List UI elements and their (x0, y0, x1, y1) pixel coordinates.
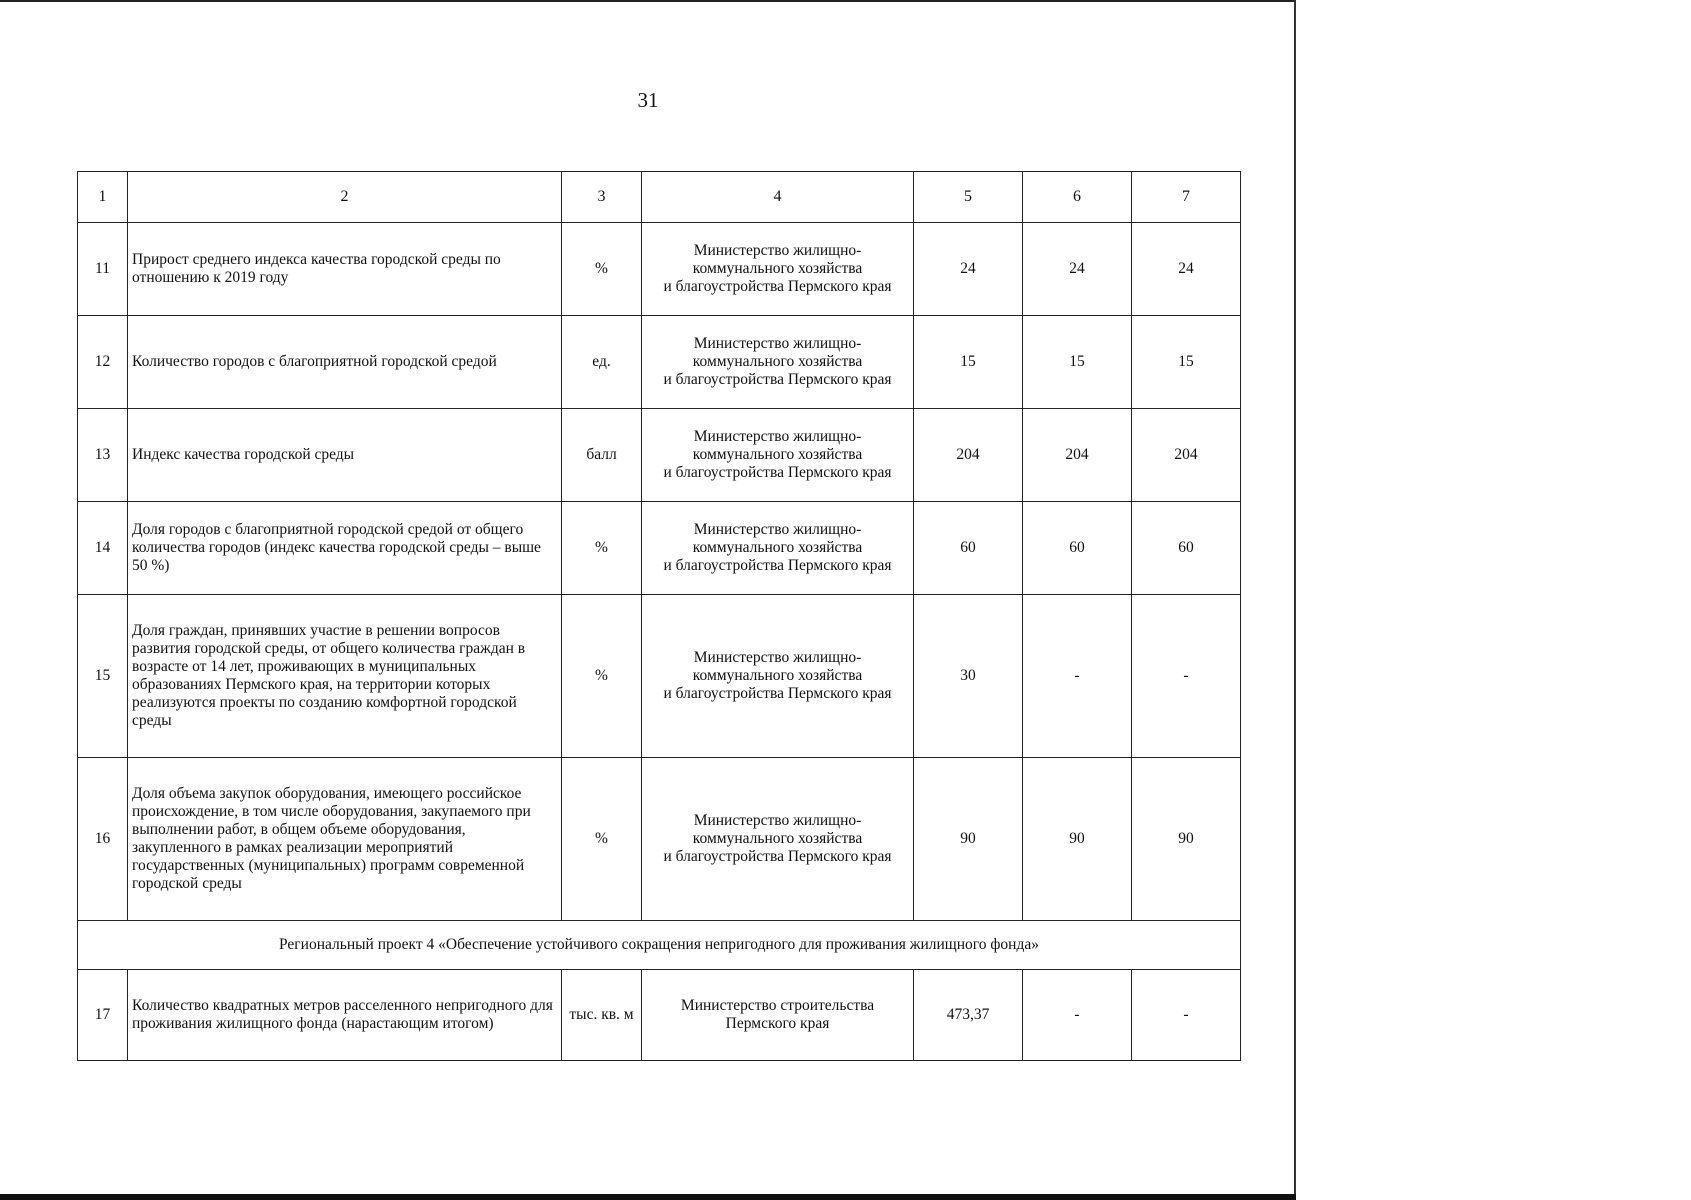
responsible-line: коммунального хозяйства (692, 260, 863, 277)
row-number: 12 (78, 316, 128, 409)
value-col7: - (1132, 595, 1241, 758)
responsible-line: коммунального хозяйства (692, 667, 863, 684)
responsible-line: и благоустройства Пермского края (663, 278, 892, 295)
responsible-line: и благоустройства Пермского края (663, 464, 892, 481)
indicators-table (77, 171, 1241, 1061)
responsible-line: Министерство жилищно- (693, 521, 862, 538)
value-col5: 60 (914, 502, 1023, 595)
indicator-name: Количество квадратных метров расселенного непригодного для проживания жилищного фонда (нарастающим итогом) (128, 970, 562, 1061)
value-col7: 24 (1132, 223, 1241, 316)
indicator-name: Доля объема закупок оборудования, имеющего российское происхождение, в том числе оборудования, закупаемого при выполнении работ, в общем объеме оборудования, закупленного в рамках реализации мероприятий государственных (муниципальных) программ современной городской среды (128, 758, 562, 921)
page-number: 31 (637, 88, 659, 112)
table-row (78, 758, 1241, 921)
scan-right-edge (1294, 0, 1296, 1200)
value-col6: - (1023, 595, 1132, 758)
responsible-cell (642, 970, 914, 1061)
value-col5: 204 (914, 409, 1023, 502)
responsible-cell (642, 223, 914, 316)
table-row (78, 595, 1241, 758)
table-row (78, 970, 1241, 1061)
column-header: 6 (1023, 172, 1132, 223)
column-header: 3 (562, 172, 642, 223)
responsible-line: Министерство жилищно- (693, 428, 862, 445)
table-row (78, 502, 1241, 595)
row-number: 16 (78, 758, 128, 921)
value-col6: 90 (1023, 758, 1132, 921)
value-col6: 204 (1023, 409, 1132, 502)
responsible-cell (642, 595, 914, 758)
row-number: 17 (78, 970, 128, 1061)
value-col5: 24 (914, 223, 1023, 316)
responsible-line: и благоустройства Пермского края (663, 557, 892, 574)
unit-cell: балл (562, 409, 642, 502)
table-row (78, 409, 1241, 502)
row-number: 14 (78, 502, 128, 595)
indicator-name: Доля граждан, принявших участие в решении вопросов развития городской среды, от общего количества граждан в возрасте от 14 лет, проживающих в муниципальных образованиях Пермского края, на территории которых реализуются проекты по созданию комфортной городской среды (128, 595, 562, 758)
section-title: Региональный проект 4 «Обеспечение устойчивого сокращения непригодного для проживания жилищного фонда» (78, 921, 1241, 970)
unit-cell: % (562, 595, 642, 758)
value-col5: 90 (914, 758, 1023, 921)
responsible-cell (642, 758, 914, 921)
indicator-name: Индекс качества городской среды (128, 409, 562, 502)
responsible-line: коммунального хозяйства (692, 353, 863, 370)
responsible-line: и благоустройства Пермского края (663, 685, 892, 702)
responsible-line: Министерство жилищно- (693, 649, 862, 666)
row-number: 11 (78, 223, 128, 316)
responsible-cell (642, 316, 914, 409)
table-header-row (78, 172, 1241, 223)
value-col6: 60 (1023, 502, 1132, 595)
table-row (78, 316, 1241, 409)
value-col6: 15 (1023, 316, 1132, 409)
responsible-line: коммунального хозяйства (692, 446, 863, 463)
unit-cell: % (562, 758, 642, 921)
section-row (78, 921, 1241, 970)
unit-cell: ед. (562, 316, 642, 409)
value-col6: - (1023, 970, 1132, 1061)
unit-cell: тыс. кв. м (562, 970, 642, 1061)
responsible-line: коммунального хозяйства (692, 830, 863, 847)
scan-top-edge (0, 0, 1296, 2)
row-number: 13 (78, 409, 128, 502)
value-col5: 473,37 (914, 970, 1023, 1061)
column-header: 4 (642, 172, 914, 223)
scan-bottom-edge (0, 1194, 1296, 1200)
value-col6: 24 (1023, 223, 1132, 316)
responsible-line: и благоустройства Пермского края (663, 848, 892, 865)
column-header: 5 (914, 172, 1023, 223)
column-header: 2 (128, 172, 562, 223)
responsible-line: Министерство жилищно- (693, 242, 862, 259)
responsible-cell (642, 409, 914, 502)
value-col7: 60 (1132, 502, 1241, 595)
value-col7: 90 (1132, 758, 1241, 921)
value-col7: 204 (1132, 409, 1241, 502)
value-col5: 15 (914, 316, 1023, 409)
indicator-name: Доля городов с благоприятной городской средой от общего количества городов (индекс качества городской среды – выше 50 %) (128, 502, 562, 595)
unit-cell: % (562, 502, 642, 595)
responsible-line: коммунального хозяйства (692, 539, 863, 556)
table-row (78, 223, 1241, 316)
responsible-line: Министерство жилищно- (693, 335, 862, 352)
responsible-line: Министерство строительства (680, 997, 875, 1014)
unit-cell: % (562, 223, 642, 316)
indicator-name: Количество городов с благоприятной городской средой (128, 316, 562, 409)
column-header: 1 (78, 172, 128, 223)
value-col7: 15 (1132, 316, 1241, 409)
responsible-cell (642, 502, 914, 595)
column-header: 7 (1132, 172, 1241, 223)
row-number: 15 (78, 595, 128, 758)
responsible-line: и благоустройства Пермского края (663, 371, 892, 388)
value-col7: - (1132, 970, 1241, 1061)
responsible-line: Пермского края (725, 1015, 830, 1032)
value-col5: 30 (914, 595, 1023, 758)
responsible-line: Министерство жилищно- (693, 812, 862, 829)
indicator-name: Прирост среднего индекса качества городской среды по отношению к 2019 году (128, 223, 562, 316)
